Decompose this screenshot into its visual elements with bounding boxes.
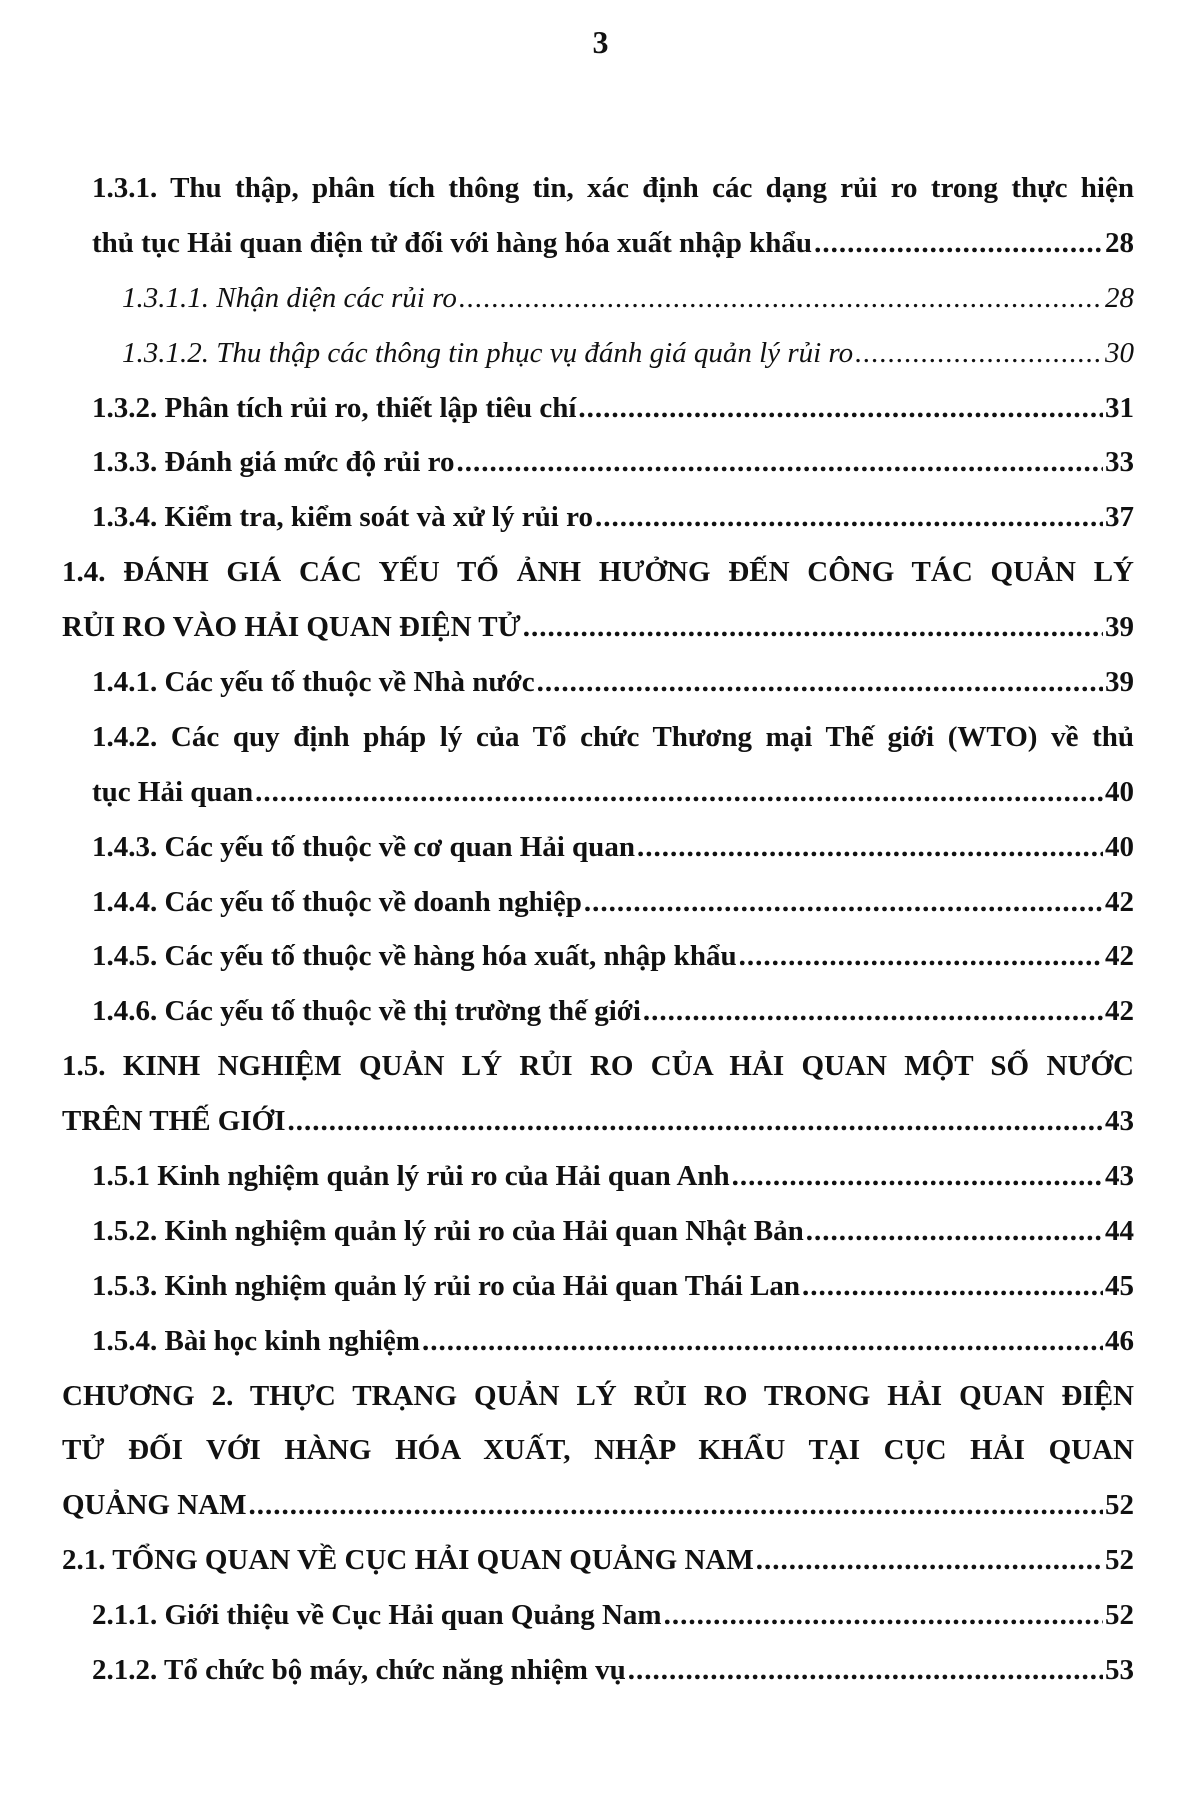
toc-leader-dots <box>756 1540 1103 1580</box>
toc-entry-title: tục Hải quan <box>92 775 254 808</box>
toc-leader-dots <box>537 662 1103 702</box>
toc-entry <box>62 1376 1134 1431</box>
toc-entry-title: 2.1.2. Tổ chức bộ máy, chức năng nhiệm vụ <box>92 1654 626 1687</box>
toc-entry <box>62 1156 1134 1211</box>
toc-entry <box>62 168 1134 223</box>
toc-entry <box>62 333 1134 388</box>
toc-leader-dots <box>287 1101 1103 1141</box>
toc-entry <box>62 827 1134 882</box>
toc-entry-title: TỬ ĐỐI VỚI HÀNG HÓA XUẤT, NHẬP KHẨU TẠI CỤC HẢI QUAN <box>62 1434 1134 1467</box>
toc-entry-title: 2.1. TỔNG QUAN VỀ CỤC HẢI QUAN QUẢNG NAM <box>62 1544 754 1577</box>
toc-entry-title: TRÊN THẾ GIỚI <box>62 1105 286 1138</box>
toc-entry-page: 52 <box>1105 1544 1134 1577</box>
toc-entry <box>62 497 1134 552</box>
toc-entry-title: 1.3.2. Phân tích rủi ro, thiết lập tiêu chí <box>92 391 577 424</box>
toc-leader-dots <box>578 388 1103 428</box>
toc-leader-dots <box>422 1321 1103 1361</box>
toc-entry-title: 1.4.1. Các yếu tố thuộc về Nhà nước <box>92 666 535 699</box>
toc-entry-page: 39 <box>1105 666 1134 699</box>
toc-entry <box>62 882 1134 937</box>
toc-entry <box>62 1211 1134 1266</box>
toc-leader-dots <box>664 1595 1103 1635</box>
toc-entry-title: 1.3.1.1. Nhận diện các rủi ro <box>122 281 457 314</box>
toc-entry <box>62 1101 1134 1156</box>
toc-leader-dots <box>814 223 1103 263</box>
toc-entry-title: 1.3.4. Kiểm tra, kiểm soát và xử lý rủi ro <box>92 501 593 534</box>
toc-entry-title: 1.3.1. Thu thập, phân tích thông tin, xác định các dạng rủi ro trong thực hiện <box>92 172 1134 204</box>
toc-entry <box>62 223 1134 278</box>
toc-entry-title: 1.5.2. Kinh nghiệm quản lý rủi ro của Hải quan Nhật Bản <box>92 1214 804 1247</box>
toc-entry <box>62 607 1134 662</box>
toc-entry-title: 1.4.4. Các yếu tố thuộc về doanh nghiệp <box>92 885 582 918</box>
toc-leader-dots <box>628 1650 1103 1690</box>
toc-entry-title: 1.5. KINH NGHIỆM QUẢN LÝ RỦI RO CỦA HẢI QUAN MỘT SỐ NƯỚC <box>62 1050 1134 1083</box>
toc-leader-dots <box>643 991 1103 1031</box>
toc-entry-title: 1.5.3. Kinh nghiệm quản lý rủi ro của Hải quan Thái Lan <box>92 1269 801 1302</box>
toc-entry-title: CHƯƠNG 2. THỰC TRẠNG QUẢN LÝ RỦI RO TRONG HẢI QUAN ĐIỆN <box>62 1379 1134 1412</box>
toc-leader-dots <box>637 827 1103 867</box>
toc-entry-page: 43 <box>1105 1105 1134 1138</box>
toc-entry-title: 1.4. ĐÁNH GIÁ CÁC YẾU TỐ ẢNH HƯỞNG ĐẾN CÔNG TÁC QUẢN LÝ <box>62 556 1134 589</box>
toc-entry-page: 28 <box>1105 226 1134 259</box>
toc-leader-dots <box>595 497 1103 537</box>
toc-leader-dots <box>732 1156 1103 1196</box>
toc-entry-title: 1.3.3. Đánh giá mức độ rủi ro <box>92 446 455 479</box>
toc-entry-page: 44 <box>1105 1214 1134 1247</box>
toc-entry-page: 37 <box>1105 501 1134 534</box>
toc-entry-page: 40 <box>1105 775 1134 808</box>
toc-entry-page: 46 <box>1105 1324 1134 1357</box>
toc-entry <box>62 1321 1134 1376</box>
toc-entry <box>62 388 1134 443</box>
toc-entry-page: 39 <box>1105 611 1134 644</box>
toc-entry <box>62 278 1134 333</box>
toc-leader-dots <box>802 1266 1103 1306</box>
toc-leader-dots <box>456 442 1103 482</box>
toc-entry <box>62 442 1134 497</box>
toc-entry-page: 45 <box>1105 1269 1134 1302</box>
toc-entry-page: 52 <box>1105 1489 1134 1522</box>
toc-entry-page: 52 <box>1105 1599 1134 1632</box>
toc-entry-page: 33 <box>1105 446 1134 479</box>
toc-entry <box>62 772 1134 827</box>
toc-leader-dots <box>584 882 1103 922</box>
table-of-contents <box>62 168 1134 1705</box>
toc-entry-title: 1.4.3. Các yếu tố thuộc về cơ quan Hải quan <box>92 830 635 863</box>
toc-entry <box>62 1266 1134 1321</box>
toc-entry <box>62 1430 1134 1485</box>
toc-entry-page: 28 <box>1105 281 1134 314</box>
toc-entry-title: QUẢNG NAM <box>62 1489 247 1522</box>
toc-leader-dots <box>459 278 1103 318</box>
toc-entry <box>62 1650 1134 1705</box>
toc-entry-page: 53 <box>1105 1654 1134 1687</box>
toc-entry <box>62 717 1134 772</box>
toc-entry-title: thủ tục Hải quan điện tử đối với hàng hóa xuất nhập khẩu <box>92 226 813 259</box>
page-number: 3 <box>592 24 609 60</box>
toc-entry-title: 1.4.5. Các yếu tố thuộc về hàng hóa xuất, nhập khẩu <box>92 940 737 973</box>
toc-entry <box>62 1595 1134 1650</box>
toc-entry-title: 2.1.1. Giới thiệu về Cục Hải quan Quảng Nam <box>92 1599 662 1632</box>
toc-leader-dots <box>523 607 1103 647</box>
toc-entry-page: 42 <box>1105 885 1134 918</box>
toc-entry-page: 42 <box>1105 995 1134 1028</box>
toc-entry-title: 1.5.1 Kinh nghiệm quản lý rủi ro của Hải quan Anh <box>92 1160 730 1193</box>
toc-entry <box>62 991 1134 1046</box>
toc-entry-page: 30 <box>1105 336 1134 369</box>
toc-entry-title: 1.4.6. Các yếu tố thuộc về thị trường thế giới <box>92 995 641 1028</box>
toc-leader-dots <box>255 772 1103 812</box>
toc-entry-title: 1.3.1.2. Thu thập các thông tin phục vụ đánh giá quản lý rủi ro <box>122 336 854 369</box>
toc-leader-dots <box>806 1211 1103 1251</box>
toc-entry <box>62 936 1134 991</box>
toc-entry-page: 42 <box>1105 940 1134 973</box>
toc-leader-dots <box>739 936 1103 976</box>
toc-leader-dots <box>248 1485 1103 1525</box>
toc-leader-dots <box>855 333 1103 373</box>
toc-entry-title: RỦI RO VÀO HẢI QUAN ĐIỆN TỬ <box>62 611 521 644</box>
toc-entry <box>62 662 1134 717</box>
toc-entry-title: 1.4.2. Các quy định pháp lý của Tổ chức Thương mại Thế giới (WTO) về thủ <box>92 720 1134 753</box>
toc-entry-title: 1.5.4. Bài học kinh nghiệm <box>92 1324 420 1357</box>
toc-entry-page: 43 <box>1105 1160 1134 1193</box>
toc-entry-page: 40 <box>1105 830 1134 863</box>
toc-entry <box>62 1046 1134 1101</box>
toc-entry <box>62 552 1134 607</box>
toc-entry <box>62 1485 1134 1540</box>
toc-entry-page: 31 <box>1105 391 1134 424</box>
toc-entry <box>62 1540 1134 1595</box>
